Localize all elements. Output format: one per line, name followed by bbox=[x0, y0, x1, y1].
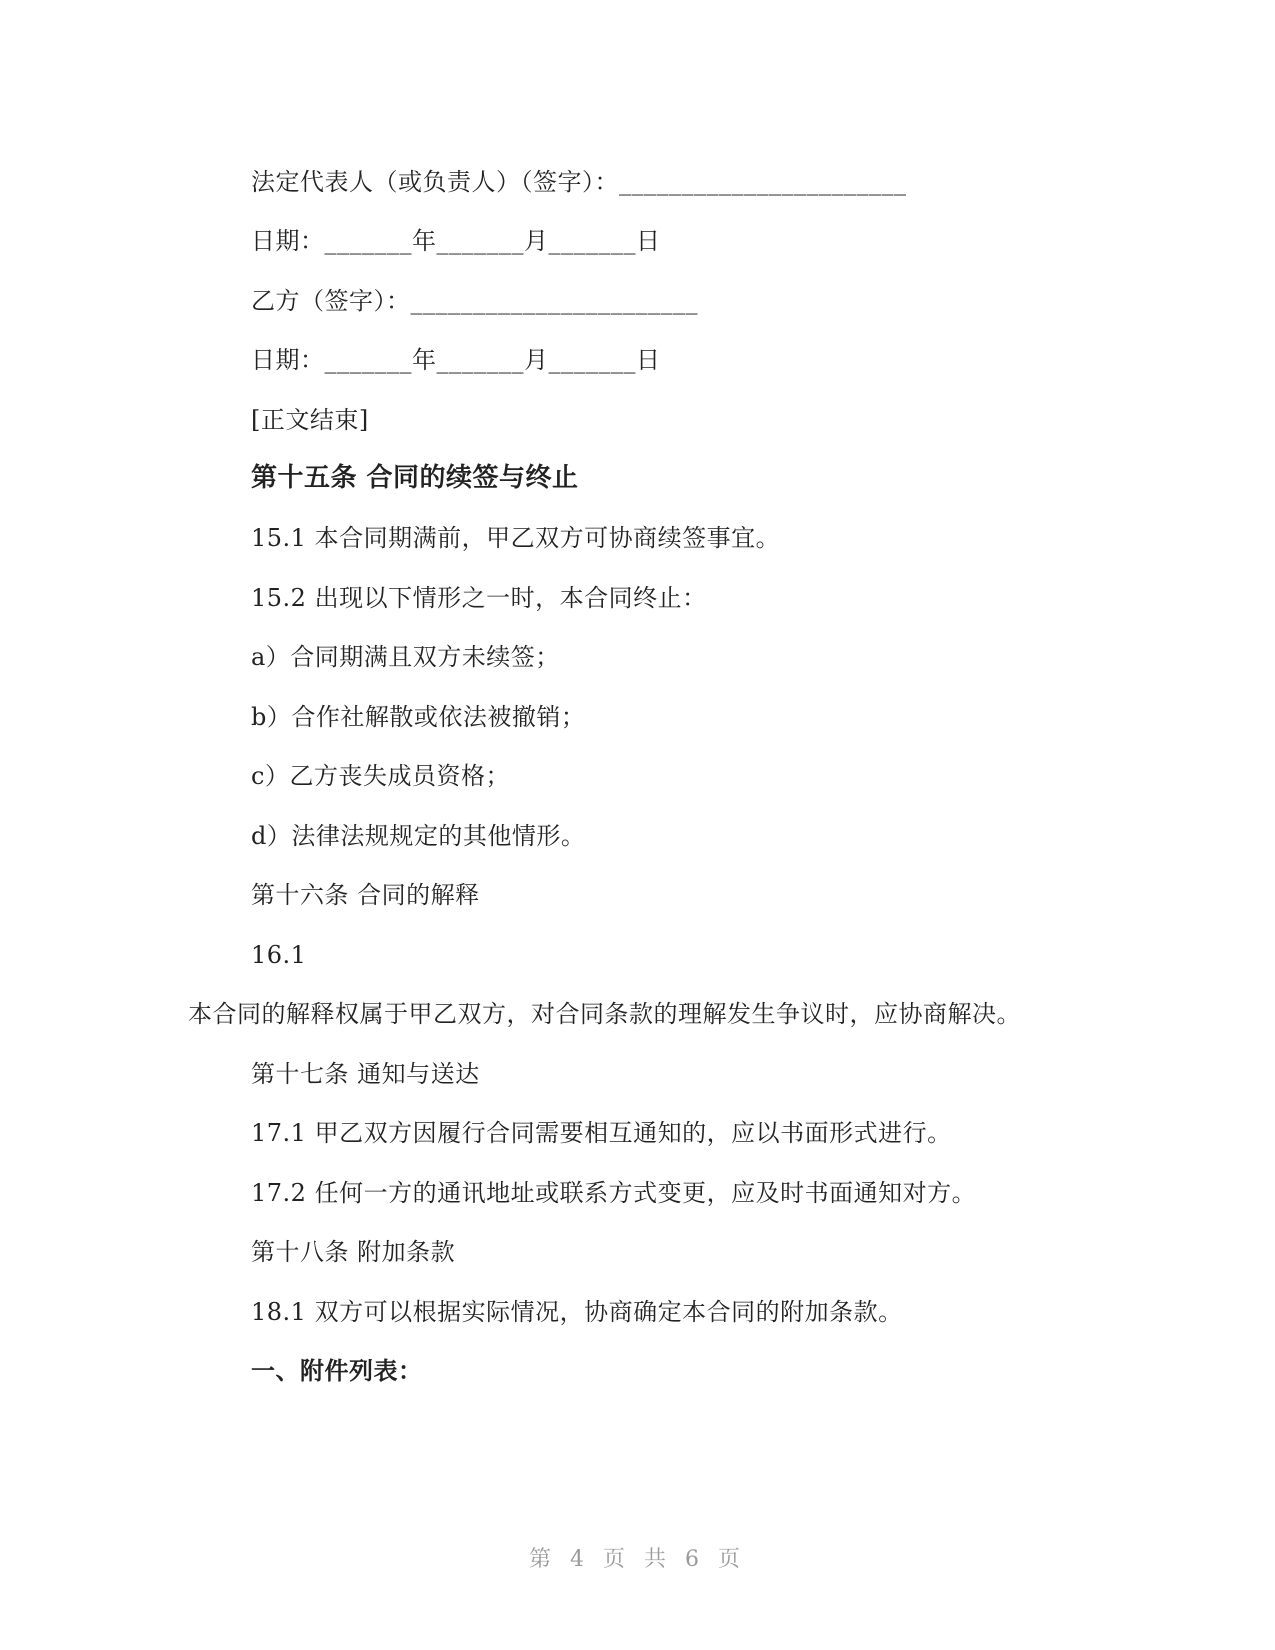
clause-16-1-number: 16.1 bbox=[251, 941, 307, 969]
page-number-footer: 第 4 页 共 6 页 bbox=[529, 1547, 746, 1572]
attachment-list-heading: 一、附件列表： bbox=[251, 1357, 423, 1385]
article-15-heading: 第十五条 合同的续签与终止 bbox=[251, 463, 579, 493]
date-line-party-b: 日期：_______年_______月_______日 bbox=[251, 346, 661, 374]
body-end-marker: [正文结束] bbox=[251, 406, 369, 434]
clause-16-1-text: 本合同的解释权属于甲乙双方，对合同条款的理解发生争议时，应协商解决。 bbox=[188, 1000, 1021, 1028]
list-item-d: d）法律法规规定的其他情形。 bbox=[251, 822, 586, 850]
clause-17-2: 17.2 任何一方的通讯地址或联系方式变更，应及时书面通知对方。 bbox=[251, 1179, 977, 1207]
list-item-c: c）乙方丧失成员资格； bbox=[251, 762, 510, 790]
clause-18-1: 18.1 双方可以根据实际情况，协商确定本合同的附加条款。 bbox=[251, 1298, 903, 1326]
list-item-b: b）合作社解散或依法被撤销； bbox=[251, 703, 586, 731]
article-17-heading: 第十七条 通知与送达 bbox=[251, 1060, 480, 1088]
date-line-party-a: 日期：_______年_______月_______日 bbox=[251, 227, 661, 255]
list-item-a: a）合同期满且双方未续签； bbox=[251, 643, 560, 671]
article-18-heading: 第十八条 附加条款 bbox=[251, 1238, 456, 1266]
legal-representative-signature-line: 法定代表人（或负责人）（签字）：_______________________ bbox=[251, 168, 907, 196]
article-16-heading: 第十六条 合同的解释 bbox=[251, 881, 480, 909]
clause-15-1: 15.1 本合同期满前，甲乙双方可协商续签事宜。 bbox=[251, 524, 781, 552]
clause-15-2: 15.2 出现以下情形之一时，本合同终止： bbox=[251, 584, 707, 612]
party-b-signature-line: 乙方（签字）：_______________________ bbox=[251, 287, 698, 315]
clause-17-1: 17.1 甲乙双方因履行合同需要相互通知的，应以书面形式进行。 bbox=[251, 1119, 952, 1147]
